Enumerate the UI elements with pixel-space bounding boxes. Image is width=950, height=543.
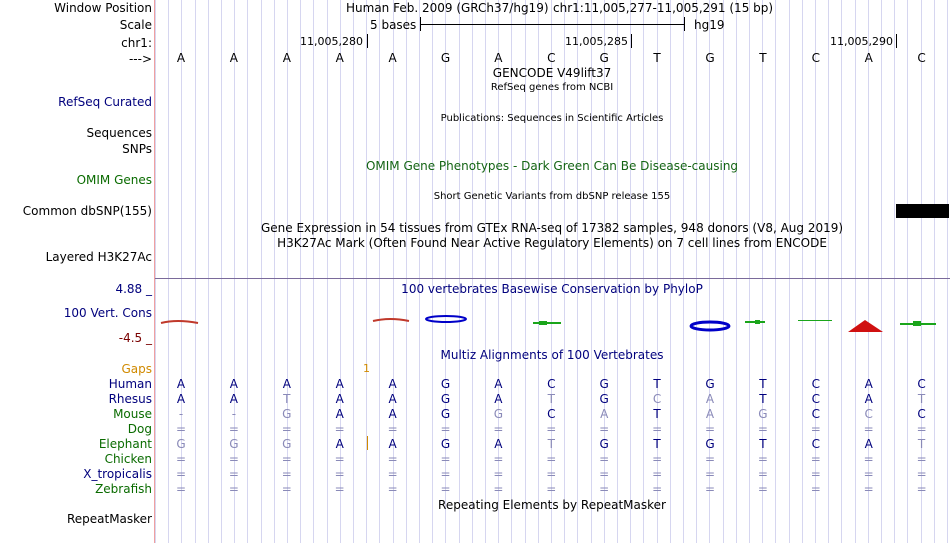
grid-line [379, 0, 380, 543]
alignment-base: A [494, 437, 503, 451]
grid-line [934, 0, 935, 543]
species-label[interactable]: Chicken [104, 452, 152, 466]
grid-line [789, 0, 790, 543]
alignment-base: A [388, 437, 397, 451]
alignment-base: = [652, 467, 663, 481]
alignment-base: T [917, 392, 926, 406]
grid-line [261, 0, 262, 543]
alignment-base: = [652, 452, 663, 466]
gtex-track-desc: Gene Expression in 54 tissues from GTEx RNA-seq of 17382 samples, 948 donors (V8, Aug 2019) [260, 221, 844, 235]
scale-text: 5 bases [370, 18, 417, 32]
alignment-base: A [229, 377, 238, 391]
dbsnp-track-desc: Short Genetic Variants from dbSNP release 155 [433, 191, 671, 202]
species-label[interactable]: Human [108, 377, 152, 391]
reference-base: A [176, 51, 186, 65]
alignment-base: T [653, 377, 661, 391]
alignment-base: = [493, 482, 504, 496]
cons-mark [426, 316, 466, 322]
grid-line [696, 0, 697, 543]
alignment-base: A [388, 377, 397, 391]
alignment-base: = [281, 422, 292, 436]
alignment-base: C [811, 377, 820, 391]
alignment-base: = [334, 422, 345, 436]
alignment-base: = [334, 452, 345, 466]
omim-track-label[interactable]: OMIM Genes [76, 173, 152, 187]
species-label[interactable]: Zebrafish [95, 482, 152, 496]
window-position-label: Window Position [54, 1, 152, 15]
reference-base: A [494, 51, 503, 65]
grid-line [802, 0, 803, 543]
grid-line [459, 0, 460, 543]
gap-count: 1 [363, 362, 370, 375]
repeatmasker-track-desc: Repeating Elements by RepeatMasker [438, 498, 666, 512]
reference-base: A [229, 51, 238, 65]
grid-line [947, 0, 948, 543]
reference-base: G [440, 51, 451, 65]
alignment-base: C [864, 407, 873, 421]
species-label[interactable]: Mouse [113, 407, 152, 421]
grid-line [472, 0, 473, 543]
elephant-insertion-marker [367, 436, 368, 450]
alignment-base: G [282, 437, 292, 451]
alignment-base: G [229, 437, 239, 451]
alignment-base: = [916, 452, 927, 466]
alignment-base: = [546, 452, 557, 466]
alignment-base: = [440, 422, 451, 436]
alignment-base: = [281, 467, 292, 481]
grid-line [247, 0, 248, 543]
alignment-base: G [493, 407, 504, 421]
grid-line [670, 0, 671, 543]
alignment-base: = [228, 467, 239, 481]
phylop-track-desc: 100 vertebrates Basewise Conservation by PhyloP [401, 282, 703, 296]
gaps-label: Gaps [121, 362, 152, 376]
strand-toggle[interactable]: ---> [128, 52, 152, 66]
cons-mark [913, 321, 921, 326]
grid-line [274, 0, 275, 543]
alignment-base: G [705, 437, 715, 451]
alignment-base: = [546, 467, 557, 481]
alignment-base: = [599, 467, 610, 481]
alignment-base: = [175, 452, 187, 466]
assembly-title: Human Feb. 2009 (GRCh37/hg19) [346, 1, 549, 15]
reference-base: C [547, 51, 556, 65]
alignment-base: C [547, 407, 556, 421]
multiz-track-desc: Multiz Alignments of 100 Vertebrates [440, 348, 664, 362]
species-label[interactable]: Elephant [98, 437, 152, 451]
publications-track-desc: Publications: Sequences in Scientific Articles [440, 113, 664, 124]
omim-track-desc: OMIM Gene Phenotypes - Dark Green Can Be Disease-causing [365, 159, 739, 173]
alignment-base: = [546, 482, 557, 496]
grid-line [723, 0, 724, 543]
grid-line [155, 0, 156, 543]
reference-base: A [388, 51, 397, 65]
alignment-base: = [387, 452, 398, 466]
grid-line [617, 0, 618, 543]
species-label[interactable]: Rhesus [108, 392, 152, 406]
alignment-base: = [228, 482, 239, 496]
reference-base: C [811, 51, 820, 65]
tick-label: 11,005,290 [830, 35, 893, 48]
alignment-base: T [759, 392, 767, 406]
grid-line [894, 0, 895, 543]
cons-track-label[interactable]: 100 Vert. Cons [63, 306, 152, 320]
refseq-track-desc: RefSeq genes from NCBI [490, 82, 614, 93]
alignment-base: G [440, 392, 451, 406]
cons-mark [691, 322, 729, 330]
chrom-label: chr1: [121, 36, 152, 50]
alignment-base: = [810, 422, 821, 436]
scale-db: hg19 [694, 18, 725, 32]
reference-base: T [653, 51, 661, 65]
grid-line [630, 0, 631, 543]
alignment-base: = [440, 467, 451, 481]
species-label[interactable]: X_tropicalis [83, 467, 152, 481]
alignment-base: A [335, 407, 344, 421]
alignment-base: = [440, 482, 451, 496]
cons-mark [848, 320, 883, 332]
alignment-base: C [652, 392, 662, 406]
alignment-base: = [704, 482, 716, 496]
alignment-base: C [811, 437, 820, 451]
grid-line [419, 0, 420, 543]
tick-mark [631, 34, 632, 48]
alignment-base: A [494, 392, 503, 406]
alignment-base: G [705, 377, 715, 391]
alignment-base: = [652, 422, 663, 436]
alignment-base: - [231, 407, 237, 421]
alignment-base: = [757, 467, 768, 481]
alignment-base: = [387, 482, 398, 496]
alignment-base: A [864, 392, 873, 406]
cons-mark [755, 320, 760, 324]
alignment-base: = [863, 422, 874, 436]
tick-mark [896, 34, 897, 48]
alignment-base: = [334, 482, 345, 496]
alignment-base: = [863, 467, 874, 481]
reference-base: G [599, 51, 609, 65]
alignment-base: = [599, 452, 610, 466]
grid-line [195, 0, 196, 543]
h3k27ac-track-label[interactable]: Layered H3K27Ac [45, 250, 152, 264]
alignment-base: A [176, 392, 186, 406]
alignment-base: G [176, 437, 186, 451]
alignment-base: G [440, 407, 451, 421]
grid-line [221, 0, 222, 543]
alignment-base: T [547, 392, 555, 406]
alignment-base: = [493, 422, 504, 436]
grid-line [855, 0, 856, 543]
cons-mark [539, 321, 547, 325]
alignment-base: A [388, 407, 397, 421]
grid-line [736, 0, 737, 543]
alignment-base: = [599, 422, 610, 436]
grid-line [313, 0, 314, 543]
alignment-base: C [917, 377, 926, 391]
scale-label: Scale [119, 18, 152, 32]
grid-line [208, 0, 209, 543]
alignment-base: = [704, 422, 716, 436]
alignment-base: G [440, 437, 451, 451]
alignment-base: = [704, 452, 716, 466]
alignment-base: T [917, 437, 926, 451]
alignment-base: = [334, 467, 345, 481]
alignment-base: T [653, 407, 661, 421]
alignment-base: G [282, 407, 292, 421]
alignment-base: = [916, 467, 927, 481]
cons-mark [798, 320, 832, 321]
alignment-base: - [178, 407, 184, 421]
alignment-base: = [599, 482, 610, 496]
tick-mark [367, 34, 368, 48]
alignment-base: = [175, 482, 187, 496]
scale-bar-right-end [684, 17, 685, 31]
alignment-base: = [704, 467, 716, 481]
alignment-base: T [283, 392, 291, 406]
h3k27ac-baseline [155, 278, 950, 279]
grid-line [749, 0, 750, 543]
alignment-base: T [759, 437, 767, 451]
reference-base: T [759, 51, 767, 65]
alignment-base: A [335, 437, 344, 451]
grid-line [775, 0, 776, 543]
alignment-base: = [757, 422, 768, 436]
grid-line [353, 0, 354, 543]
alignment-base: G [440, 377, 451, 391]
position-readout: chr1:11,005,277-11,005,291 (15 bp) [553, 1, 774, 15]
alignment-base: G [599, 392, 609, 406]
alignment-base: A [600, 407, 609, 421]
alignment-base: = [757, 452, 768, 466]
alignment-base: A [176, 377, 186, 391]
grid-line [881, 0, 882, 543]
alignment-base: A [335, 377, 344, 391]
grid-line [643, 0, 644, 543]
refseq-track-label[interactable]: RefSeq Curated [58, 95, 152, 109]
cons-min-label: -4.5 _ [118, 331, 152, 345]
alignment-base: T [759, 377, 767, 391]
alignment-base: = [652, 482, 663, 496]
cons-max-label: 4.88 _ [115, 282, 152, 296]
alignment-base: = [916, 482, 927, 496]
cons-mark [373, 319, 409, 321]
alignment-base: = [440, 452, 451, 466]
grid-line [406, 0, 407, 543]
panel-divider [154, 0, 155, 543]
alignment-base: A [864, 377, 873, 391]
tick-label: 11,005,285 [565, 35, 628, 48]
sequences-track-label[interactable]: Sequences [86, 126, 152, 140]
alignment-base: = [810, 467, 821, 481]
reference-base: C [917, 51, 926, 65]
alignment-base: A [705, 407, 715, 421]
alignment-base: = [281, 452, 292, 466]
species-label[interactable]: Dog [127, 422, 152, 436]
grid-line [683, 0, 684, 543]
grid-line [300, 0, 301, 543]
h3k27ac-track-desc: H3K27Ac Mark (Often Found Near Active Regulatory Elements) on 7 cell lines from ENCODE [277, 236, 827, 250]
alignment-base: T [547, 437, 555, 451]
reference-base: A [864, 51, 873, 65]
alignment-base: = [175, 467, 187, 481]
grid-line [907, 0, 908, 543]
dbsnp-variant-feature[interactable] [896, 204, 949, 218]
grid-line [327, 0, 328, 543]
grid-line [432, 0, 433, 543]
cons-mark [161, 321, 198, 323]
alignment-base: C [811, 392, 820, 406]
alignment-base: A [864, 437, 873, 451]
alignment-base: = [863, 452, 874, 466]
alignment-base: = [387, 422, 398, 436]
alignment-base: T [653, 437, 661, 451]
alignment-base: = [916, 422, 927, 436]
gencode-track-title: GENCODE V49lift37 [492, 66, 612, 80]
alignment-base: = [546, 422, 557, 436]
scale-bar [420, 24, 685, 25]
alignment-base: A [335, 392, 344, 406]
alignment-base: G [599, 437, 609, 451]
alignment-base: C [547, 377, 556, 391]
grid-line [485, 0, 486, 543]
grid-line [366, 0, 367, 543]
alignment-base: A [282, 377, 291, 391]
reference-base: G [705, 51, 715, 65]
alignment-base: = [810, 452, 821, 466]
alignment-base: = [493, 467, 504, 481]
alignment-base: = [175, 422, 187, 436]
alignment-base: = [281, 482, 292, 496]
reference-base: A [335, 51, 344, 65]
alignment-base: = [387, 467, 398, 481]
alignment-base: A [705, 392, 715, 406]
conservation-plot [155, 308, 950, 336]
tick-label: 11,005,280 [300, 35, 363, 48]
grid-line [168, 0, 169, 543]
alignment-base: = [228, 452, 239, 466]
alignment-base: C [811, 407, 820, 421]
alignment-base: = [810, 482, 821, 496]
alignment-base: G [599, 377, 609, 391]
alignment-base: A [494, 377, 503, 391]
alignment-base: = [493, 452, 504, 466]
dbsnp-track-label[interactable]: Common dbSNP(155) [22, 204, 152, 218]
alignment-base: A [229, 392, 238, 406]
alignment-base: A [388, 392, 397, 406]
repeatmasker-track-label[interactable]: RepeatMasker [66, 512, 152, 526]
grid-line [841, 0, 842, 543]
alignment-base: C [917, 407, 926, 421]
alignment-base: G [758, 407, 768, 421]
alignment-base: = [757, 482, 768, 496]
grid-line [828, 0, 829, 543]
snps-track-label[interactable]: SNPs [122, 142, 152, 156]
alignment-base: = [863, 482, 874, 496]
reference-base: A [282, 51, 291, 65]
alignment-base: = [228, 422, 239, 436]
